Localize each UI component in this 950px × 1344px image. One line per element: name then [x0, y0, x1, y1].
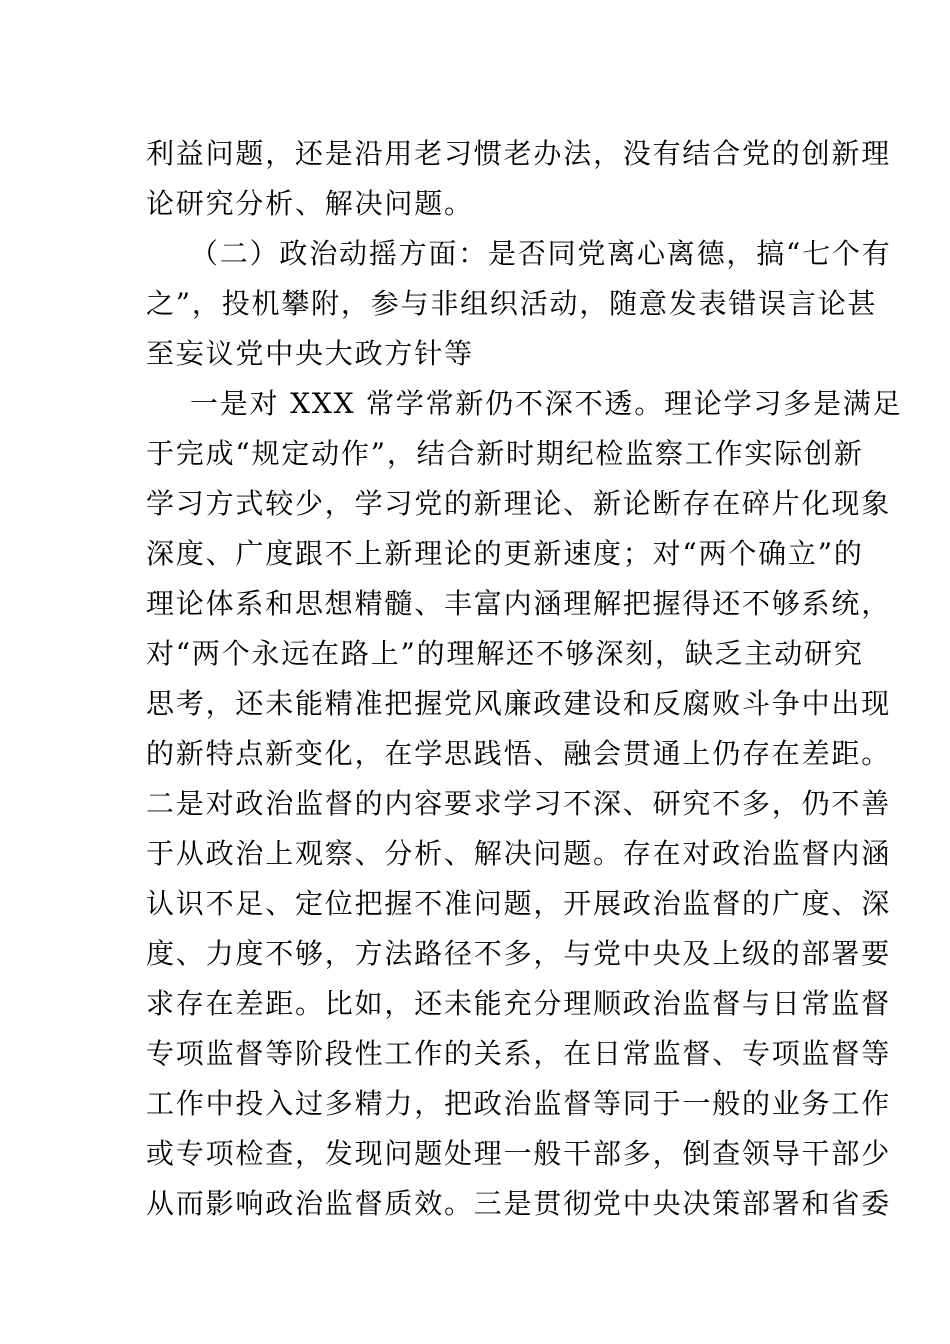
body-text — [146, 129, 903, 1229]
text-line: 二是对政治监督的内容要求学习不深、研究不多，仍不善 — [146, 787, 892, 820]
text-line: 的新特点新变化，在学思践悟、融会贯通上仍存在差距。 — [146, 737, 892, 770]
text-line: 思考，还未能精准把握党风廉政建设和反腐败斗争中出现 — [146, 687, 892, 720]
text-line: 专项监督等阶段性工作的关系，在日常监督、专项监督等 — [146, 1037, 892, 1070]
text-line: 工作中投入过多精力，把政治监督等同于一般的业务工作 — [146, 1087, 892, 1120]
section-heading-line: 之”，投机攀附，参与非组织活动，随意发表错误言论甚 — [146, 287, 878, 320]
text-line: 利益问题，还是沿用老习惯老办法，没有结合党的创新理 — [146, 137, 892, 170]
text-line: 认识不足、定位把握不准问题，开展政治监督的广度、深 — [146, 887, 892, 920]
text-line: 学习方式较少，学习党的新理论、新论断存在碎片化现象 — [146, 487, 892, 520]
text-line: 或专项检查，发现问题处理一般干部多，倒查领导干部少 — [146, 1137, 892, 1170]
text-line: 于从政治上观察、分析、解决问题。存在对政治监督内涵 — [146, 837, 892, 870]
text-line: 度、力度不够，方法路径不多，与党中央及上级的部署要 — [146, 937, 892, 970]
text-line: 理论体系和思想精髓、丰富内涵理解把握得还不够系统， — [146, 587, 892, 620]
text-line: 求存在差距。比如，还未能充分理顺政治监督与日常监督 — [146, 987, 892, 1020]
text-line: 一是对 XXX 常学常新仍不深不透。理论学习多是满足 — [190, 387, 903, 420]
text-line: 对“两个永远在路上”的理解还不够深刻，缺乏主动研究 — [146, 637, 864, 670]
section-heading-line: 至妄议党中央大政方针等 — [146, 337, 474, 370]
text-line: 于完成“规定动作”，结合新时期纪检监察工作实际创新 — [146, 437, 864, 470]
text-line: 论研究分析、解决问题。 — [146, 187, 474, 220]
text-line: 从而影响政治监督质效。三是贯彻党中央决策部署和省委 — [146, 1187, 892, 1220]
text-line: 深度、广度跟不上新理论的更新速度；对“两个确立”的 — [146, 537, 864, 570]
section-heading-line: （二）政治动摇方面：是否同党离心离德，搞“七个有 — [190, 237, 892, 270]
